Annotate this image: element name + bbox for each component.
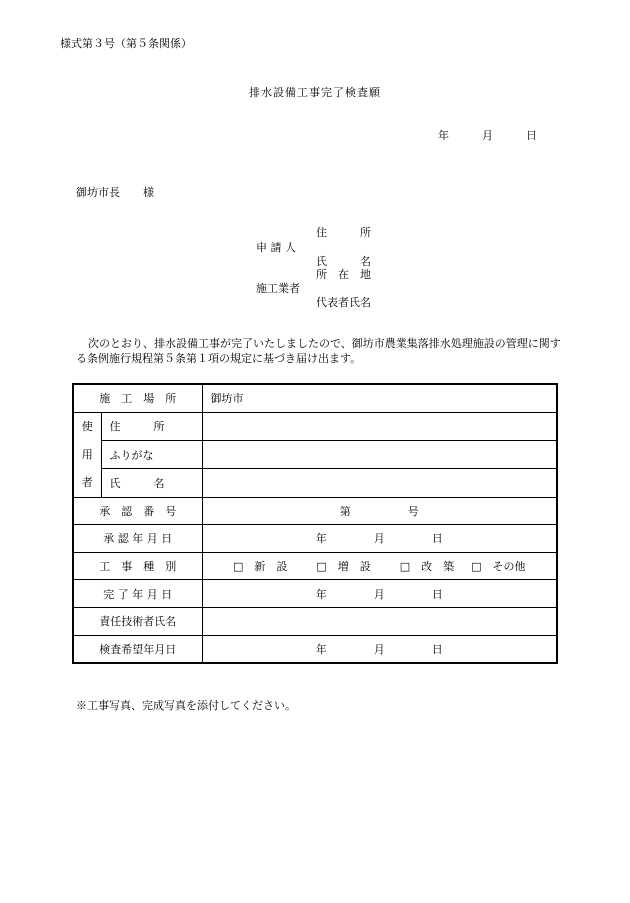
- completion-date-year: 年: [315, 587, 327, 601]
- site-label: 施 工 場 所: [73, 384, 202, 412]
- addressee-name: 御坊市長: [76, 186, 120, 199]
- date-day: 日: [526, 129, 537, 142]
- approval-number-suffix: 号: [407, 504, 419, 518]
- user-furigana-field[interactable]: [202, 440, 557, 468]
- work-type-options: [202, 552, 557, 580]
- page-title: 排水設備工事完了検査願: [249, 86, 381, 99]
- approval-date-field[interactable]: [202, 525, 557, 553]
- addressee-honorific: 様: [143, 186, 154, 199]
- submission-date: [438, 127, 537, 143]
- completion-date-day: 日: [431, 587, 443, 601]
- body-text: 次のとおり、排水設備工事が完了いたしましたので、御坊市農業集落排水処理施設の管理に関する条例施行規程第５条第１項の規定に基づき届け出ます。: [76, 337, 561, 365]
- contractor-rep-label: 代表者氏名: [316, 296, 371, 309]
- inspection-date-field[interactable]: [202, 635, 557, 663]
- date-month: 月: [482, 129, 493, 142]
- engineer-label: 責任技術者氏名: [73, 607, 202, 635]
- approval-number-label: 承 認 番 号: [73, 497, 202, 525]
- approval-date-month: 月: [373, 532, 385, 546]
- site-value[interactable]: 御坊市: [202, 384, 557, 412]
- user-group-char-2: 用: [81, 447, 93, 461]
- inspection-date-year: 年: [315, 642, 327, 656]
- user-group-char-3: 者: [81, 475, 93, 489]
- work-type-extension-checkbox[interactable]: □ 増 設: [316, 560, 371, 574]
- work-type-new-checkbox[interactable]: □ 新 設: [232, 560, 288, 574]
- work-type-other-checkbox[interactable]: □ その他: [471, 560, 526, 574]
- user-furigana-label: ふりがな: [101, 440, 202, 468]
- user-address-label: 住 所: [101, 412, 202, 440]
- user-name-label: 氏 名: [101, 469, 202, 497]
- attachment-note: ※工事写真、完成写真を添付してください。: [76, 699, 296, 712]
- inspection-date-label: 検査希望年月日: [73, 635, 202, 663]
- inspection-form-table: [72, 383, 558, 664]
- approval-number-prefix: 第: [339, 504, 351, 518]
- engineer-field[interactable]: [202, 607, 557, 635]
- applicant-address-label: 住 所: [316, 226, 371, 239]
- inspection-date-month: 月: [373, 642, 385, 656]
- contractor-location-label: 所 在 地: [316, 268, 371, 281]
- contractor-role: 施工業者: [256, 282, 300, 295]
- inspection-date-day: 日: [431, 642, 443, 656]
- form-number-label: 様式第３号（第５条関係）: [60, 37, 192, 50]
- applicant-name-label: 氏 名: [316, 255, 371, 268]
- date-year: 年: [438, 129, 449, 142]
- work-type-label: 工 事 種 別: [73, 552, 202, 580]
- user-address-field[interactable]: [202, 412, 557, 440]
- applicant-role: 申 請 人: [256, 241, 296, 254]
- completion-date-field[interactable]: [202, 580, 557, 608]
- work-type-renovation-checkbox[interactable]: □ 改 築: [399, 560, 455, 574]
- completion-date-month: 月: [373, 587, 385, 601]
- approval-date-label: 承 認 年 月 日: [73, 525, 202, 553]
- approval-number-field[interactable]: [202, 497, 557, 525]
- completion-date-label: 完 了 年 月 日: [73, 580, 202, 608]
- addressee: [76, 184, 154, 200]
- user-group-char-1: 使: [81, 419, 93, 433]
- approval-date-year: 年: [315, 532, 327, 546]
- approval-date-day: 日: [431, 532, 443, 546]
- user-group-label: [73, 412, 101, 497]
- user-name-field[interactable]: [202, 469, 557, 497]
